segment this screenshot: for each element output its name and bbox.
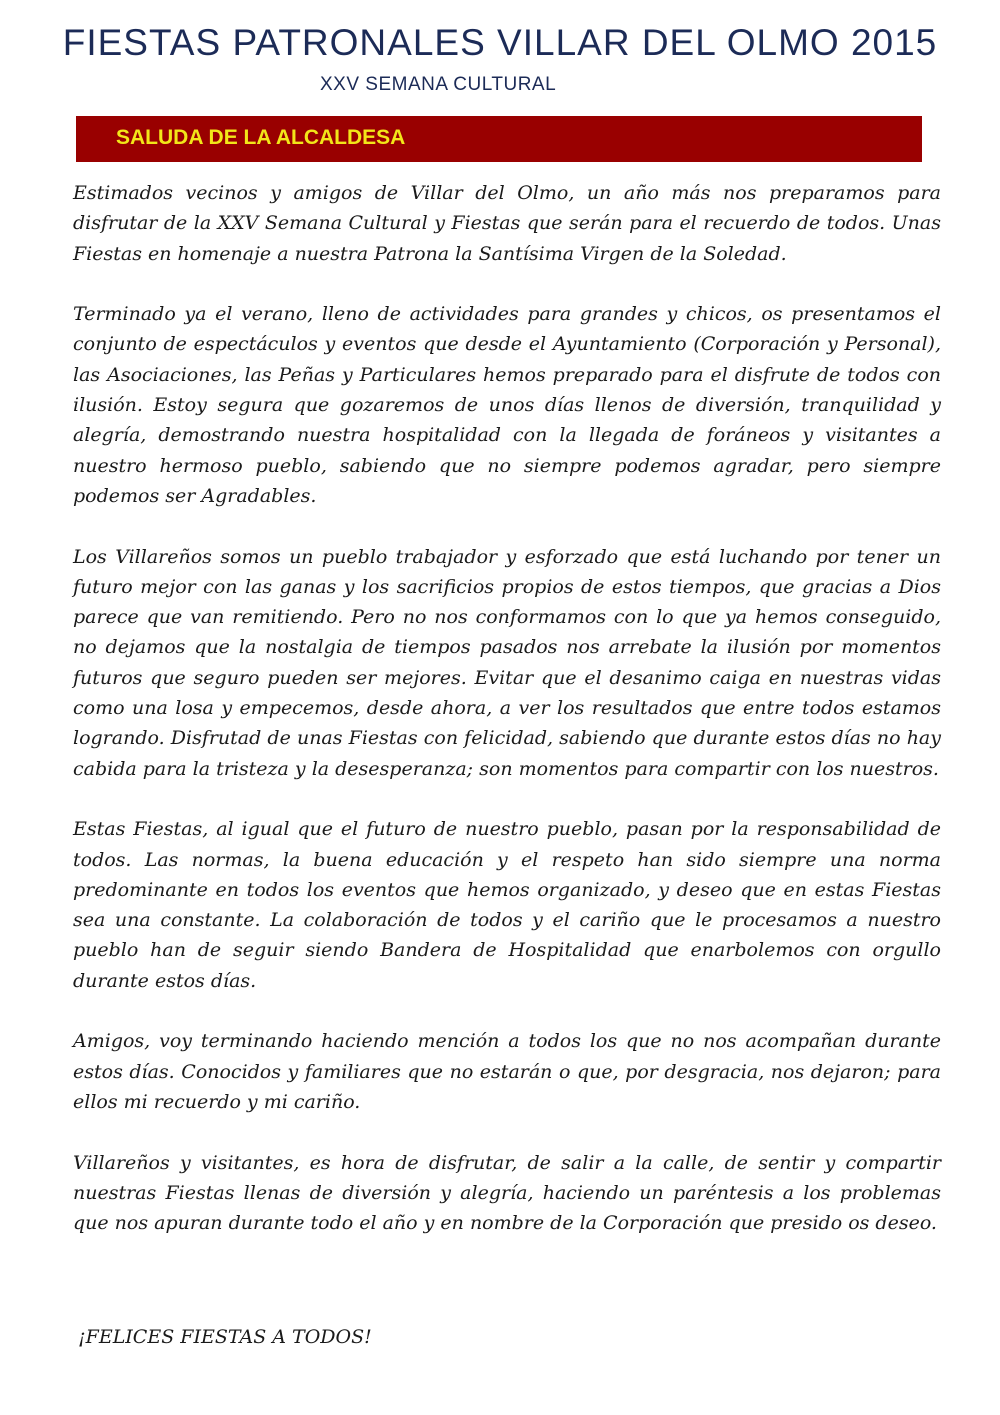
closing-greeting: ¡FELICES FIESTAS A TODOS! [78,1326,372,1348]
paragraph-3: Los Villareños somos un pueblo trabajador y esforzado que está luchando por tener un futuro mejor con las ganas y los sacrificios propios de estos tiempos, que gracias a Dios parece que van remitiendo. Pero no nos conformamos con lo que ya hemos conseguido, no dejamos que la nostalgia de tiempos pasados nos arrebate la ilusión por momentos futuros que seguro pueden ser mejores. Evitar que el desanimo caiga en nuestras vidas como una losa y empecemos, desde ahora, a ver los resultados que entre todos estamos logrando. Disfrutad de unas Fiestas con felicidad, sabiendo que durante estos días no hay cabida para la tristeza y la desesperanza; son momentos para compartir con los nuestros. [73,545,941,780]
letter-body [73,178,941,1269]
document-subtitle: XXV SEMANA CULTURAL [320,74,557,95]
paragraph-2: Terminado ya el verano, lleno de actividades para grandes y chicos, os presentamos el conjunto de espectáculos y eventos que desde el Ayuntamiento (Corporación y Personal), las Asociaciones, las Peñas y Particulares hemos preparado para el disfrute de todos con ilusión. Estoy segura que gozaremos de unos días llenos de diversión, tranquilidad y alegría, demostrando nuestra hospitalidad con la llegada de foráneos y visitantes a nuestro hermoso pueblo, sabiendo que no siempre podemos agradar, pero siempre podemos ser Agradables. [73,303,941,507]
paragraph-6: Villareños y visitantes, es hora de disfrutar, de salir a la calle, de sentir y compartir nuestras Fiestas llenas de diversión y alegría, haciendo un paréntesis a los problemas que nos apuran durante todo el año y en nombre de la Corporación que presido os deseo. [73,1151,941,1235]
section-header-bar [76,116,922,162]
paragraph-1: Estimados vecinos y amigos de Villar del Olmo, un año más nos preparamos para disfrutar de la XXV Semana Cultural y Fiestas que serán para el recuerdo de todos. Unas Fiestas en homenaje a nuestra Patrona la Santísima Virgen de la Soledad. [73,182,941,265]
paragraph-5: Amigos, voy terminando haciendo mención a todos los que no nos acompañan durante estos días. Conocidos y familiares que no estarán o que, por desgracia, nos dejaron; para ellos mi recuerdo y mi cariño. [73,1030,941,1113]
section-title: SALUDA DE LA ALCALDESA [116,126,406,149]
document-title: FIESTAS PATRONALES VILLAR DEL OLMO 2015 [62,22,938,63]
paragraph-4: Estas Fiestas, al igual que el futuro de nuestro pueblo, pasan por la responsabilidad de todos. Las normas, la buena educación y el respeto han sido siempre una norma predominante en todos los eventos que hemos organizado, y deseo que en estas Fiestas sea una constante. La colaboración de todos y el cariño que le procesamos a nuestro pueblo han de seguir siendo Bandera de Hospitalidad que enarbolemos con orgullo durante estos días. [73,818,941,992]
